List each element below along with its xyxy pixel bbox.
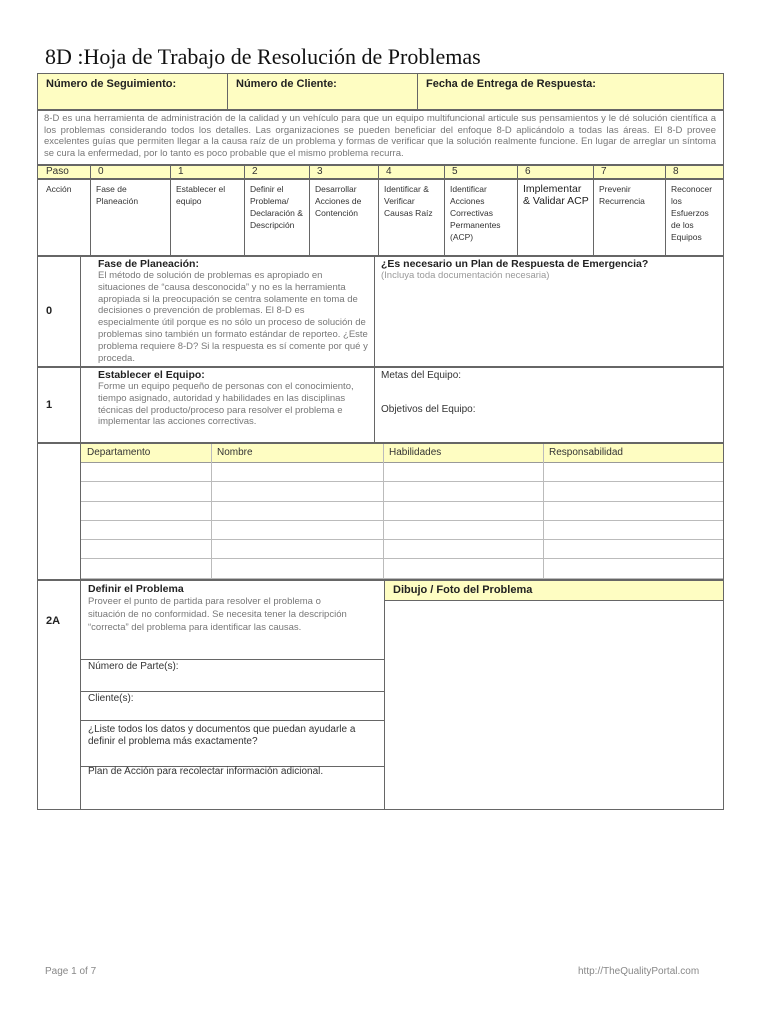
divider [244,166,245,178]
section-1 [37,367,724,443]
objetivos-label: Objetivos del Equipo: [381,404,476,415]
datos-label: ¿Liste todos los datos y documentos que puedan ayudarle a definir el problema más exactamente? [88,724,356,747]
team-table-row [81,560,723,579]
step-action-cell: Identificar Acciones Correctivas Permanentes (ACP) [450,184,501,242]
step-number: 1 [46,399,53,411]
divider [383,444,384,579]
section-0 [37,256,724,367]
divider [517,166,518,178]
divider [593,166,594,178]
section-body: Proveer el punto de partida para resolver el problema o situación de no conformidad. Se necesita tener la descripción “correcta” del problema para identificar las causas. [88,596,347,633]
team-table-header-cell: Departamento [87,447,151,458]
step-number: 2A [46,615,61,627]
dibujo-header [385,581,723,601]
page-number: Page 1 of 7 [45,966,97,977]
dibujo-title: Dibujo / Foto del Problema [393,584,533,596]
step-action-cell: Definir el Problema/ Declaración & Descripción [250,184,303,230]
cliente-label: Número de Cliente: [236,78,337,90]
team-table-row [81,482,723,501]
step-number-cell: 8 [673,166,679,177]
step-action-cell: Prevenir Recurrencia [599,184,645,206]
section-title: Establecer el Equipo: [98,369,205,381]
fecha-label: Fecha de Entrega de Respuesta: [426,78,596,90]
step-number-cell: 4 [386,166,392,177]
team-section [37,443,724,580]
clientes-label: Cliente(s): [88,693,134,704]
divider [90,166,91,178]
divider [81,691,384,692]
divider [593,180,594,255]
divider [81,659,384,660]
divider [170,166,171,178]
divider [374,368,375,442]
divider [81,720,384,721]
divider [309,166,310,178]
section-title: Definir el Problema [88,583,184,595]
divider [309,180,310,255]
team-table-header-cell: Nombre [217,447,253,458]
section-title: Fase de Planeación: [98,258,199,270]
divider [374,257,375,366]
step-number-cell: 5 [452,166,458,177]
step-action-cell: Fase de Planeación [96,184,139,206]
paso-label: Paso [46,166,69,177]
divider [80,368,81,442]
step-number-cell: 6 [525,166,531,177]
step-action-cell: Establecer el equipo [176,184,226,206]
intro-box [37,110,724,165]
step-action-cell: Reconocer los Esfuerzos de los Equipos [671,184,713,242]
accion-row [37,179,724,256]
site-url: http://TheQualityPortal.com [578,966,700,977]
step-action-cell: Identificar & Verificar Causas Raíz [384,184,433,218]
divider [90,180,91,255]
page-title: 8D :Hoja de Trabajo de Resolución de Problemas [45,44,481,69]
divider [543,444,544,579]
divider [211,444,212,579]
step-number-cell: 3 [317,166,323,177]
intro-text: 8-D es una herramienta de administración de la calidad y un vehículo para que un equipo multifuncional articule sus pensamientos y le dé solución científica a los problemas considerando todos los detalles. Las organizaciones se pueden beneficiar del enfoque 8-D aplicándolo a todas las áreas. El 8-D provee excelentes guías que permiten llegar a la causa raíz de un problema y formas de verificar que la solución realmente funcione. En lugar de arreglar un síntoma se cura la enfermedad, por lo tanto es poco probable que el mismo problema recurra. [44,113,716,159]
team-table-row [81,540,723,559]
divider [384,581,385,809]
paso-row [37,165,724,179]
divider [444,180,445,255]
divider [378,166,379,178]
divider [244,180,245,255]
step-number-cell: 2 [252,166,258,177]
divider [80,581,81,809]
divider [227,74,228,109]
plan-label: Plan de Acción para recolectar información adicional. [88,766,324,777]
divider [517,180,518,255]
accion-label: Acción [46,184,72,194]
seguimiento-label: Número de Seguimiento: [46,78,177,90]
step-number-cell: 0 [98,166,104,177]
step-number-cell: 7 [601,166,607,177]
team-table-header-cell: Responsabilidad [549,447,623,458]
step-action-cell: Desarrollar Acciones de Contención [315,184,362,218]
divider [80,257,81,366]
partes-label: Número de Parte(s): [88,661,179,672]
divider [665,180,666,255]
divider [170,180,171,255]
team-table-header-cell: Habilidades [389,447,442,458]
step-number-cell: 1 [178,166,184,177]
divider [665,166,666,178]
section-2a [37,580,724,810]
divider [417,74,418,109]
section-body: Forme un equipo pequeño de personas con el conocimiento, tiempo asignado, autoridad y habilidades en las disciplinas técnicas del producto/proceso para resolver el problema e implementar las acciones correctivas. [98,381,354,428]
header-row [37,73,724,110]
step-number: 0 [46,305,53,317]
divider [378,180,379,255]
team-table-header [81,444,723,463]
metas-label: Metas del Equipo: [381,370,462,381]
emergency-plan-note: (Incluya toda documentación necesaria) [381,270,550,281]
section-body: El método de solución de problemas es apropiado en situaciones de “causa desconocida” y no es la herramienta apropiada si la preocupación se centra solamente en toma de decisiones o prevención de problemas. El 8-D es especialmente útil porque es no sólo un proceso de solución de problemas sino también un formato estándar de reporteo. ¿Este problema requiere 8-D? Si la respuesta es sí comente por qué y proceda. [98,270,368,364]
emergency-plan-title: ¿Es necesario un Plan de Respuesta de Emergencia? [381,258,649,270]
team-table-row [81,502,723,521]
team-table-row [81,521,723,540]
divider [444,166,445,178]
step-action-cell: Implementar & Validar ACP [523,183,589,207]
team-table-row [81,463,723,482]
